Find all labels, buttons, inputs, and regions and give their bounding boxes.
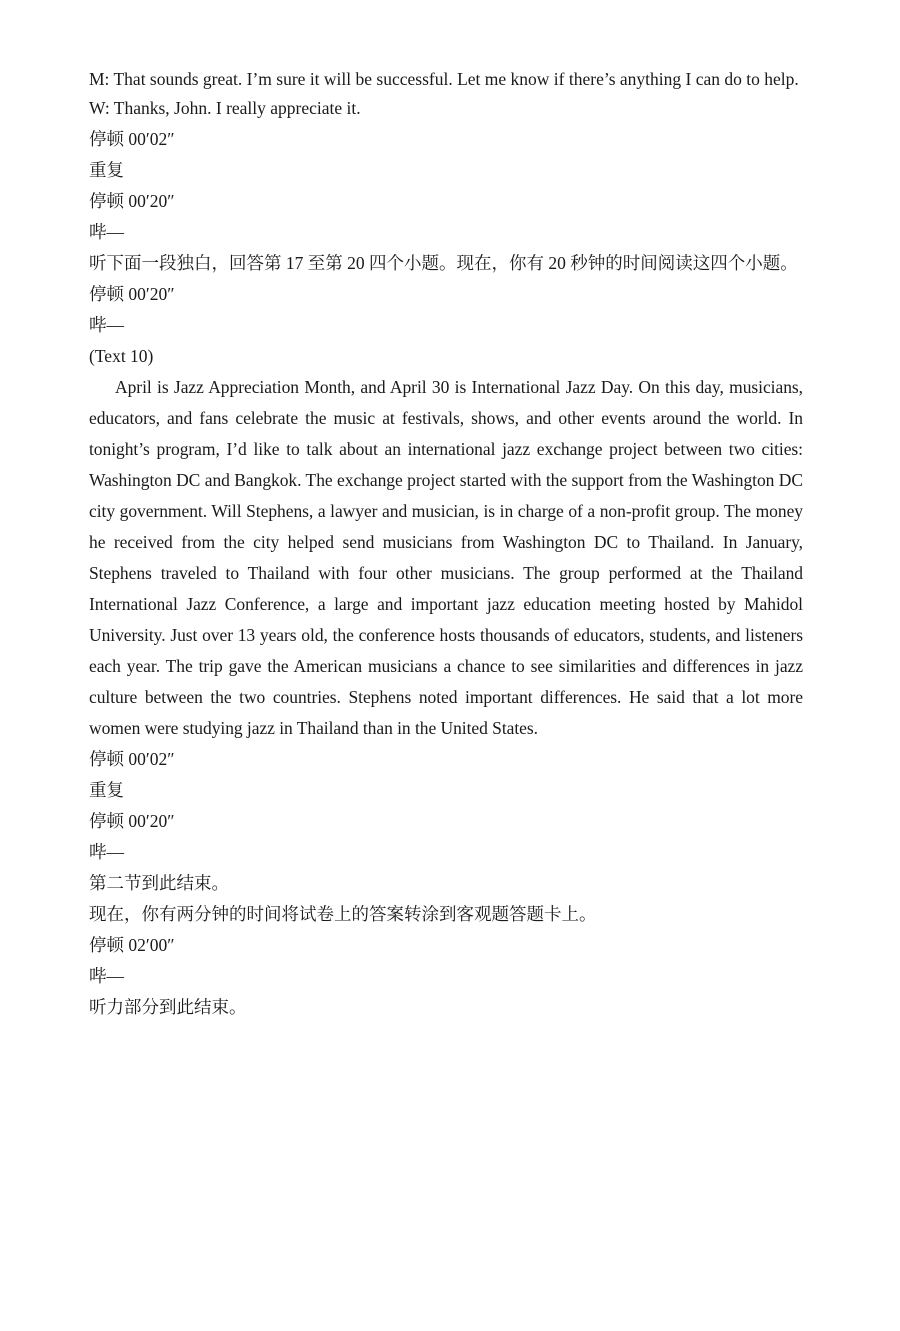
pause-note: 停顿 00′02″ [89,749,175,769]
pause-note: 停顿 00′20″ [89,284,175,304]
beep-note: 哔— [89,222,124,242]
pause-note: 停顿 00′20″ [89,191,175,211]
repeat-note: 重复 [89,160,124,180]
beep-note: 哔— [89,842,124,862]
pause-note: 停顿 00′02″ [89,129,175,149]
beep-note: 哔— [89,315,124,335]
dialogue-line-man: M: That sounds great. I’m sure it will be successful. Let me know if there’s anything I can do to help. [89,69,799,89]
text-label: (Text 10) [89,346,154,366]
dialogue-line-woman: W: Thanks, John. I really appreciate it. [89,98,361,118]
transcript-body [89,66,803,1023]
pause-note: 停顿 02′00″ [89,935,175,955]
transfer-instruction: 现在，你有两分钟的时间将试卷上的答案转涂到客观题答题卡上。 [89,904,597,924]
section-end-note: 第二节到此结束。 [89,873,229,893]
section-instruction: 听下面一段独白，回答第 17 至第 20 四个小题。现在，你有 20 秒钟的时间阅读这四个小题。 [89,253,798,273]
listening-end-note: 听力部分到此结束。 [89,997,247,1017]
monologue-paragraph: April is Jazz Appreciation Month, and April 30 is International Jazz Day. On this day, musicians, educators, and fans celebrate the music at festivals, shows, and other events around the world. In tonight’s program, I’d like to talk about an international jazz exchange project between two cities: Washington DC and Bangkok. The exchange project started with the support from the Washington DC city government. Will Stephens, a lawyer and musician, is in charge of a non-profit group. The money he received from the city helped send musicians from Washington DC to Thailand. In January, Stephens traveled to Thailand with four other musicians. The group performed at the Thailand International Jazz Conference, a large and important jazz education meeting hosted by Mahidol University. Just over 13 years old, the conference hosts thousands of educators, students, and listeners each year. The trip gave the American musicians a chance to see similarities and differences in jazz culture between the two countries. Stephens noted important differences. He said that a lot more women were studying jazz in Thailand than in the United States. [89,377,803,738]
pause-note: 停顿 00′20″ [89,811,175,831]
repeat-note: 重复 [89,780,124,800]
beep-note: 哔— [89,966,124,986]
